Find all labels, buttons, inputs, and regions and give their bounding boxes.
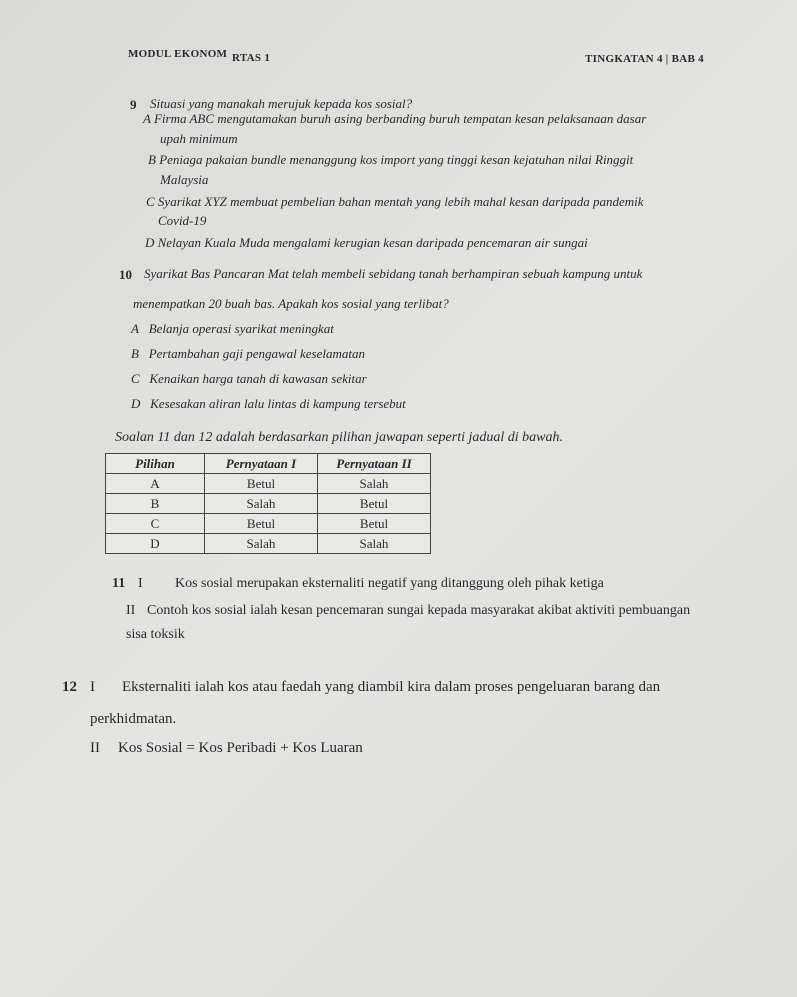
q10-number: 10 bbox=[119, 267, 132, 282]
q12-statement-2-numeral: II bbox=[90, 740, 100, 756]
table-row: D Salah Salah bbox=[106, 534, 431, 554]
q9-option-a: A Firma ABC mengutamakan buruh asing berbanding buruh tempatan kesan pelaksanaan dasar bbox=[143, 111, 647, 126]
table-header: Pernyataan II bbox=[318, 454, 431, 474]
table-row: B Salah Betul bbox=[106, 494, 431, 514]
q11-statement-1: Kos sosial merupakan eksternaliti negatif yang ditanggung oleh pihak ketiga bbox=[175, 576, 604, 591]
q10-option-c: C Kenaikan harga tanah di kawasan sekitar bbox=[131, 371, 367, 386]
q9-option-b: B Peniaga pakaian bundle menanggung kos import yang tinggi kesan kejatuhan nilai Ringgit bbox=[148, 152, 634, 167]
table-intro: Soalan 11 dan 12 adalah berdasarkan pilihan jawapan seperti jadual di bawah. bbox=[115, 430, 563, 445]
q11-statement-2: Contoh kos sosial ialah kesan pencemaran sungai kepada masyarakat akibat aktiviti pembuangan bbox=[147, 603, 691, 618]
chapter-label: TINGKATAN 4 | BAB 4 bbox=[585, 53, 704, 65]
q10-option-a: A Belanja operasi syarikat meningkat bbox=[131, 321, 334, 336]
q9-number: 9 bbox=[130, 97, 137, 112]
q9-option-c-cont: Covid-19 bbox=[158, 213, 207, 228]
q9-option-c: C Syarikat XYZ membuat pembelian bahan mentah yang lebih mahal kesan daripada pandemik bbox=[146, 194, 644, 209]
module-title-part: RTAS 1 bbox=[232, 52, 271, 64]
q12-number: 12 bbox=[62, 679, 77, 695]
table-header: Pilihan bbox=[106, 454, 205, 474]
module-title: MODUL EKONOM bbox=[128, 48, 228, 60]
q9-text: Situasi yang manakah merujuk kepada kos sosial? bbox=[150, 96, 413, 111]
q12-statement-1: Eksternaliti ialah kos atau faedah yang diambil kira dalam proses pengeluaran barang dan bbox=[122, 679, 661, 695]
q10-option-b: B Pertambahan gaji pengawal keselamatan bbox=[131, 346, 365, 361]
q12-statement-2: Kos Sosial = Kos Peribadi + Kos Luaran bbox=[118, 740, 363, 756]
answer-table bbox=[105, 453, 431, 554]
table-row: A Betul Salah bbox=[106, 474, 431, 494]
q11-statement-2-cont: sisa toksik bbox=[126, 627, 185, 642]
q10-text-cont: menempatkan 20 buah bas. Apakah kos sosial yang terlibat? bbox=[133, 296, 449, 311]
q12-statement-1-cont: perkhidmatan. bbox=[90, 711, 177, 727]
q11-number: 11 bbox=[112, 576, 126, 591]
q10-text: Syarikat Bas Pancaran Mat telah membeli sebidang tanah berhampiran sebuah kampung untuk bbox=[144, 266, 643, 281]
q9-option-b-cont: Malaysia bbox=[160, 172, 209, 187]
q11-statement-1-numeral: I bbox=[138, 576, 143, 591]
q9-option-a-cont: upah minimum bbox=[160, 131, 238, 146]
q12-statement-1-numeral: I bbox=[90, 679, 95, 695]
table-header: Pernyataan I bbox=[205, 454, 318, 474]
q10-option-d: D Kesesakan aliran lalu lintas di kampung tersebut bbox=[131, 396, 406, 411]
q11-statement-2-numeral: II bbox=[126, 603, 136, 618]
table-row: C Betul Betul bbox=[106, 514, 431, 534]
q9-option-d: D Nelayan Kuala Muda mengalami kerugian kesan daripada pencemaran air sungai bbox=[145, 235, 588, 250]
